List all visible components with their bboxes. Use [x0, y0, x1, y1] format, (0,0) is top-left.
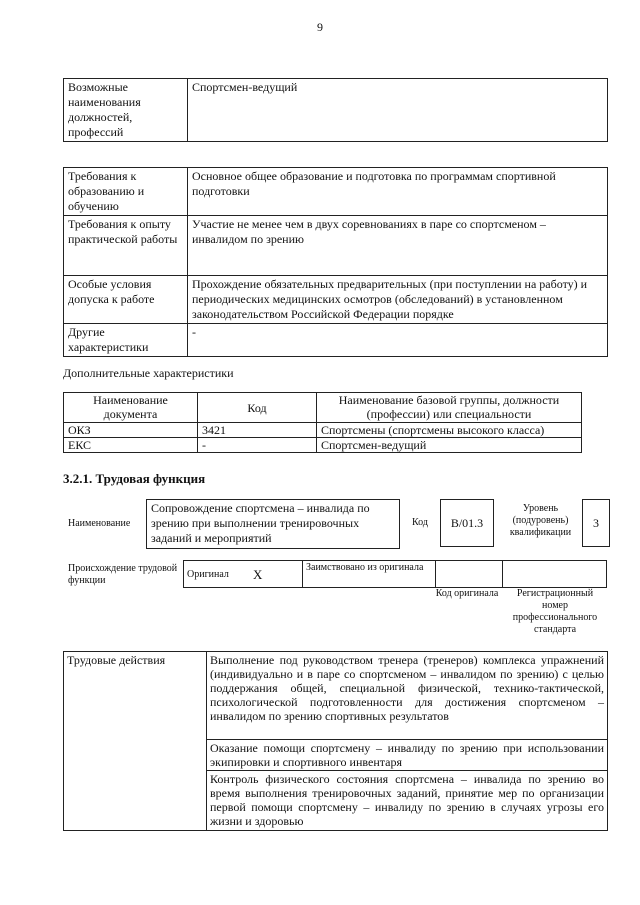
table-row — [64, 216, 608, 276]
borrowed-label: Заимствовано из оригинала — [303, 561, 436, 588]
table-row — [184, 561, 607, 588]
page-number: 9 — [317, 20, 323, 34]
table-row — [64, 79, 608, 142]
header-cell: Код — [198, 393, 317, 423]
requirement-label: Требования к опыту практической работы — [64, 216, 188, 276]
section-title: 3.2.1. Трудовая функция — [63, 471, 206, 486]
requirement-label: Особые условия допуска к работе — [64, 276, 188, 324]
original-label: Оригинал — [184, 561, 251, 588]
cell: Спортсмен-ведущий — [317, 438, 582, 453]
requirement-value: Основное общее образование и подготовка по программам спортивной подготовки — [188, 168, 608, 216]
labor-action-item: Оказание помощи спортсмену – инвалиду по зрению при использовании экипировки и спортивного инвентаря — [207, 740, 608, 771]
labor-actions-label: Трудовые действия — [64, 652, 207, 831]
cell: Спортсмены (спортсмены высокого класса) — [317, 423, 582, 438]
reg-number-cell — [503, 561, 607, 588]
table-row — [64, 276, 608, 324]
labor-action-item: Выполнение под руководством тренера (тренеров) комплекса упражнений (индивидуально и в паре со спортсменом – инвалидом по зрению) с целью поддержания общей, специальной физической, технико-тактической, психологической подготовленности для достижения спортсменом – инвалидом по зрению спортивных результатов — [207, 652, 608, 740]
level-value: 3 — [582, 499, 610, 547]
name-label: Наименование — [68, 518, 131, 529]
table-header-row — [64, 393, 582, 423]
level-label: Уровень (подуровень) квалификации — [509, 503, 572, 538]
table-row — [64, 652, 608, 740]
table-row — [64, 168, 608, 216]
requirement-label: Требования к образованию и обучению — [64, 168, 188, 216]
header-cell: Наименование базовой группы, должности (профессии) или специальности — [317, 393, 582, 423]
requirement-label: Другие характеристики — [64, 324, 188, 357]
code-original-label: Код оригинала — [435, 588, 499, 599]
labor-actions-table — [63, 651, 608, 831]
function-code: B/01.3 — [440, 499, 494, 547]
function-name: Сопровождение спортсмена – инвалида по зрению при выполнении тренировочных заданий и мероприятий — [146, 499, 400, 549]
positions-value: Спортсмен-ведущий — [188, 79, 608, 142]
origin-table — [183, 560, 607, 588]
cell: ОКЗ — [64, 423, 198, 438]
header-cell: Наименование документа — [64, 393, 198, 423]
cell: ЕКС — [64, 438, 198, 453]
requirement-value: Прохождение обязательных предварительных (при поступлении на работу) и периодических медицинских осмотров (обследований) в установленном законодательством Российской Федерации порядке — [188, 276, 608, 324]
requirements-table — [63, 167, 608, 357]
cell: 3421 — [198, 423, 317, 438]
additional-title: Дополнительные характеристики — [63, 366, 234, 380]
positions-table — [63, 78, 608, 142]
additional-table — [63, 392, 582, 453]
origin-label: Происхождение трудовой функции — [68, 563, 178, 586]
reg-number-label: Регистрационный номер профессионального стандарта — [512, 588, 598, 635]
labor-action-item: Контроль физического состояния спортсмена – инвалида по зрению во время выполнения тренировочных заданий, принятие мер по организации первой помощи спортсмену – инвалиду по зрению в случаях угрозы его жизни и здоровью — [207, 771, 608, 831]
table-row — [64, 438, 582, 453]
requirement-value: - — [188, 324, 608, 357]
requirement-value: Участие не менее чем в двух соревнованиях в паре со спортсменом – инвалидом по зрению — [188, 216, 608, 276]
table-row — [64, 324, 608, 357]
cell: - — [198, 438, 317, 453]
positions-label: Возможные наименования должностей, профессий — [64, 79, 188, 142]
code-original-cell — [436, 561, 503, 588]
code-label: Код — [412, 517, 428, 528]
original-mark: X — [250, 561, 303, 588]
table-row — [64, 423, 582, 438]
